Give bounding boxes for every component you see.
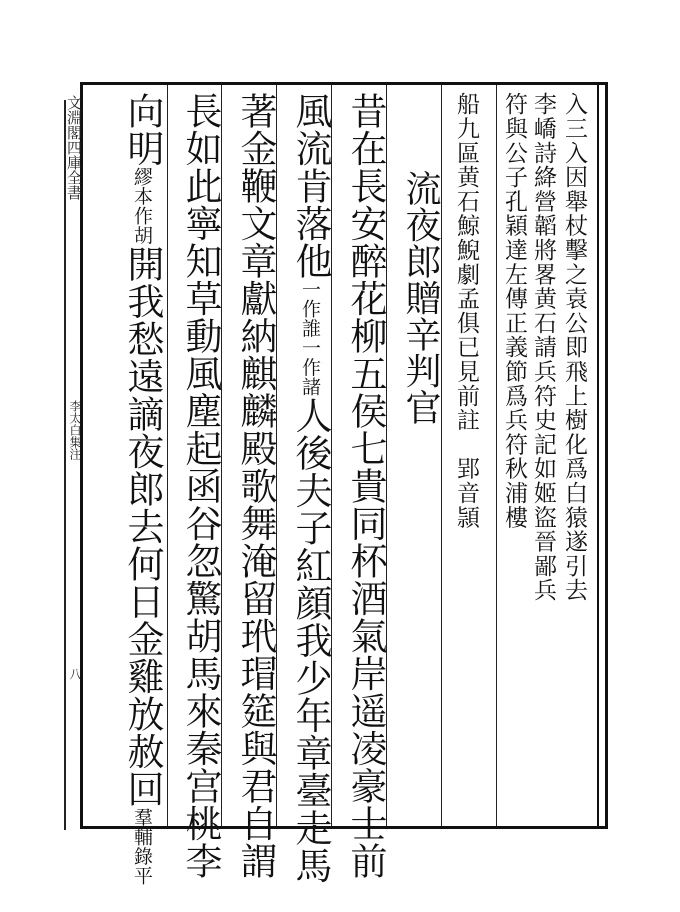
column-rule	[496, 85, 497, 826]
note-column-3: 符與公子孔穎達左傳正義節爲兵符秋浦樓	[501, 92, 527, 530]
note-column-1: 入三入因舉杖擊之袁公即飛上樹化爲白猿遂引去	[561, 92, 587, 603]
poem-line-2	[288, 92, 332, 884]
frame-inner-line	[597, 82, 599, 829]
note-column-4: 船九區黄石鯨鯢劇孟俱已見前註 郢音頴	[453, 92, 479, 530]
margin-page-number: 八	[68, 668, 82, 680]
margin-book-label: 李太白集注	[68, 400, 82, 460]
column-rule	[167, 85, 168, 826]
poem-line-5-rest: 開我愁遠謫夜郎去何日金雞放赦回	[121, 245, 164, 808]
variant-note: 一作誰一作諸	[299, 279, 321, 397]
poem-line-4: 長如此寧知草動風塵起函谷忽驚胡馬來秦宫桃李	[179, 92, 222, 880]
variant-note: 繆本作胡	[131, 167, 153, 245]
note-column-2: 李嶠詩絳營韜將畧黄石請兵符史記如姬盜晉鄙兵	[530, 92, 556, 603]
poem-line-1: 昔在長安醉花柳五侯七貴同杯酒氣岸遥凌豪士前	[344, 92, 387, 880]
end-note: 羣輔錄平	[131, 807, 153, 886]
poem-title: 流夜郎贈辛判官	[400, 170, 441, 426]
poem-line-2-text: 風流肯落他	[289, 92, 332, 280]
poem-line-3: 著金鞭文章獻納麒麟殿歌舞淹留玳瑁筵與君自謂	[234, 92, 277, 880]
poem-line-5-text: 向明	[121, 92, 164, 167]
poem-line-5	[120, 92, 164, 886]
poem-line-2-rest: 人後夫子紅顔我少年章臺走馬	[289, 396, 332, 884]
margin-collection-title: 文淵閣四庫全書	[65, 95, 83, 200]
margin-line	[64, 100, 66, 830]
